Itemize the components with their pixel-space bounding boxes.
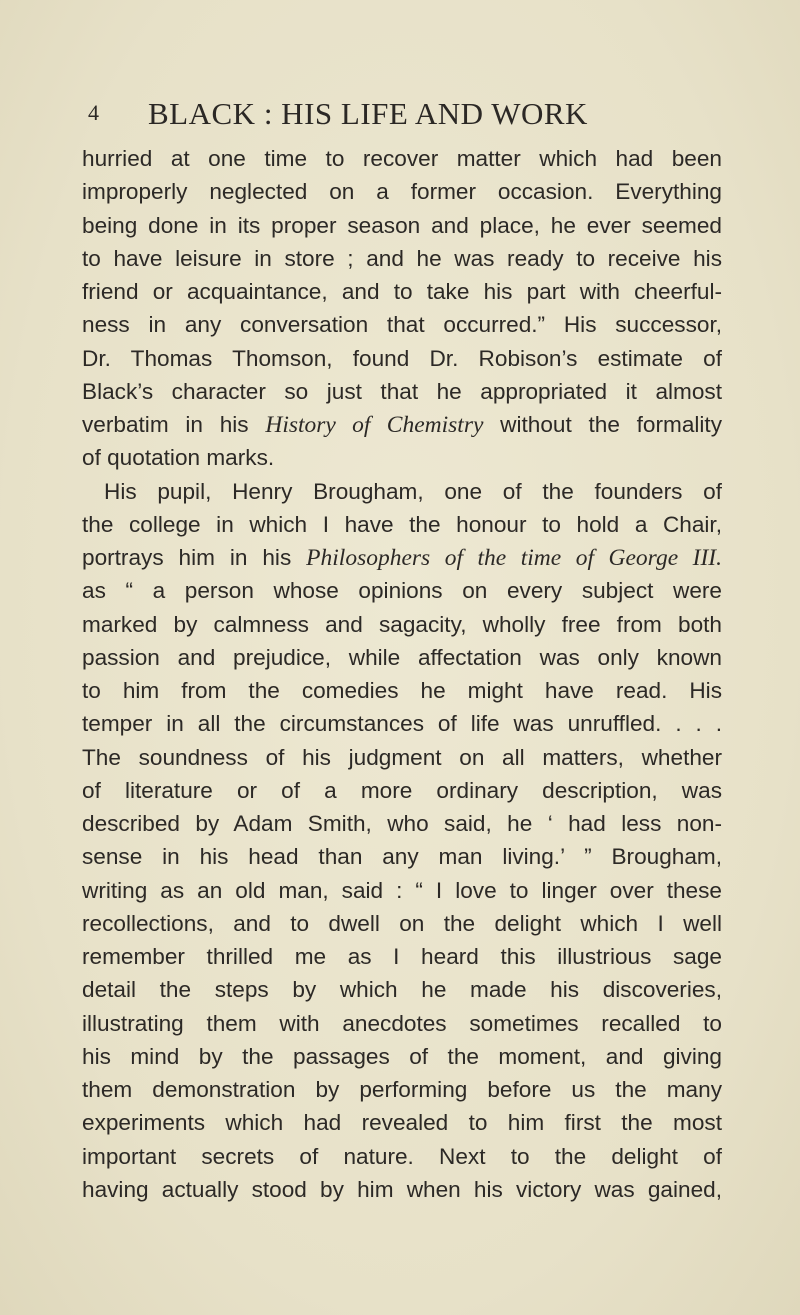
text-line — [82, 608, 722, 641]
text-line — [82, 973, 722, 1006]
text-line — [82, 541, 722, 574]
running-head: BLACK : HIS LIFE AND WORK — [148, 96, 588, 131]
text-segment: friend or acquaintance, and to take his part with cheerful- — [82, 279, 722, 304]
text-line — [82, 874, 722, 907]
text-segment: having actually stood by him when his victory was gained, — [82, 1176, 722, 1202]
text-line — [82, 1007, 722, 1040]
text-segment: illustrating them with anecdotes sometimes recalled to — [82, 1010, 722, 1036]
text-segment: them demonstration by performing before us the many — [82, 1077, 722, 1102]
text-segment: hurried at one time to recover matter which had been — [82, 146, 722, 171]
text-line — [82, 342, 722, 375]
text-line — [82, 774, 722, 807]
text-segment: sense in his head than any man living.’ ” Brougham, — [82, 844, 722, 870]
text-segment: improperly neglected on a former occasion. Everything — [82, 179, 722, 205]
text-segment: remember thrilled me as I heard this illustrious sage — [82, 944, 722, 969]
text-segment: of literature or of a more ordinary description, was — [82, 777, 722, 803]
text-segment: His pupil, Henry Brougham, one of the founders of — [104, 478, 722, 504]
text-segment: of quotation marks. — [82, 445, 275, 471]
text-line — [82, 574, 722, 607]
text-segment: the college in which I have the honour to hold a Chair, — [82, 511, 722, 537]
text-segment: recollections, and to dwell on the delight which I well — [82, 910, 722, 936]
text-line — [82, 375, 722, 408]
text-line — [82, 408, 722, 441]
text-line — [82, 641, 722, 674]
body-text — [82, 142, 722, 1206]
text-line — [82, 707, 722, 740]
text-segment: his mind by the passages of the moment, and giving — [82, 1043, 722, 1069]
text-segment: portrays him in his — [82, 545, 307, 570]
text-line — [82, 242, 722, 275]
text-segment: being done in its proper season and place, he ever seemed — [82, 212, 722, 238]
text-line — [82, 275, 722, 308]
text-line — [82, 209, 722, 242]
text-segment: verbatim in his — [82, 412, 266, 437]
text-line — [82, 441, 722, 474]
text-segment: to him from the comedies he might have read. His — [82, 678, 722, 703]
page-number: 4 — [88, 100, 100, 125]
text-line — [82, 1140, 722, 1173]
page-header — [88, 96, 738, 136]
text-line — [82, 907, 722, 940]
text-segment: The soundness of his judgment on all matters, whether — [82, 744, 722, 770]
text-segment: described by Adam Smith, who said, he ‘ had less non- — [82, 811, 722, 836]
text-segment: Black’s character so just that he appropriated it almost — [82, 378, 722, 404]
text-segment: as “ a person whose opinions on every subject were — [82, 578, 722, 604]
text-line — [82, 475, 722, 508]
text-segment: experiments which had revealed to him first the most — [82, 1110, 722, 1136]
text-segment: temper in all the circumstances of life was unruffled. . . . — [82, 711, 722, 737]
text-line — [82, 1073, 722, 1106]
text-line — [82, 1040, 722, 1073]
text-line — [82, 674, 722, 707]
text-segment: Dr. Thomas Thomson, found Dr. Robison’s estimate of — [82, 345, 722, 371]
text-line — [82, 1106, 722, 1139]
text-segment: important secrets of nature. Next to the delight of — [82, 1143, 722, 1169]
text-line — [82, 508, 722, 541]
text-segment: detail the steps by which he made his discoveries, — [82, 977, 722, 1003]
text-line — [82, 840, 722, 873]
text-line — [82, 308, 722, 341]
text-segment: writing as an old man, said : “ I love to linger over these — [82, 877, 722, 903]
text-line — [82, 142, 722, 175]
text-line — [82, 940, 722, 973]
text-segment: marked by calmness and sagacity, wholly free from both — [82, 611, 722, 637]
text-line — [82, 807, 722, 840]
text-segment: ness in any conversation that occurred.” His successor, — [82, 312, 722, 338]
text-line — [82, 175, 722, 208]
text-segment: passion and prejudice, while affectation was only known — [82, 644, 722, 670]
text-line — [82, 741, 722, 774]
text-segment: to have leisure in store ; and he was ready to receive his — [82, 245, 722, 271]
book-title-italic: History of Chemistry — [265, 412, 484, 438]
book-title-italic: Philosophers of the time of George III. — [306, 545, 722, 571]
text-segment: without the formality — [483, 412, 722, 437]
text-line — [82, 1173, 722, 1206]
